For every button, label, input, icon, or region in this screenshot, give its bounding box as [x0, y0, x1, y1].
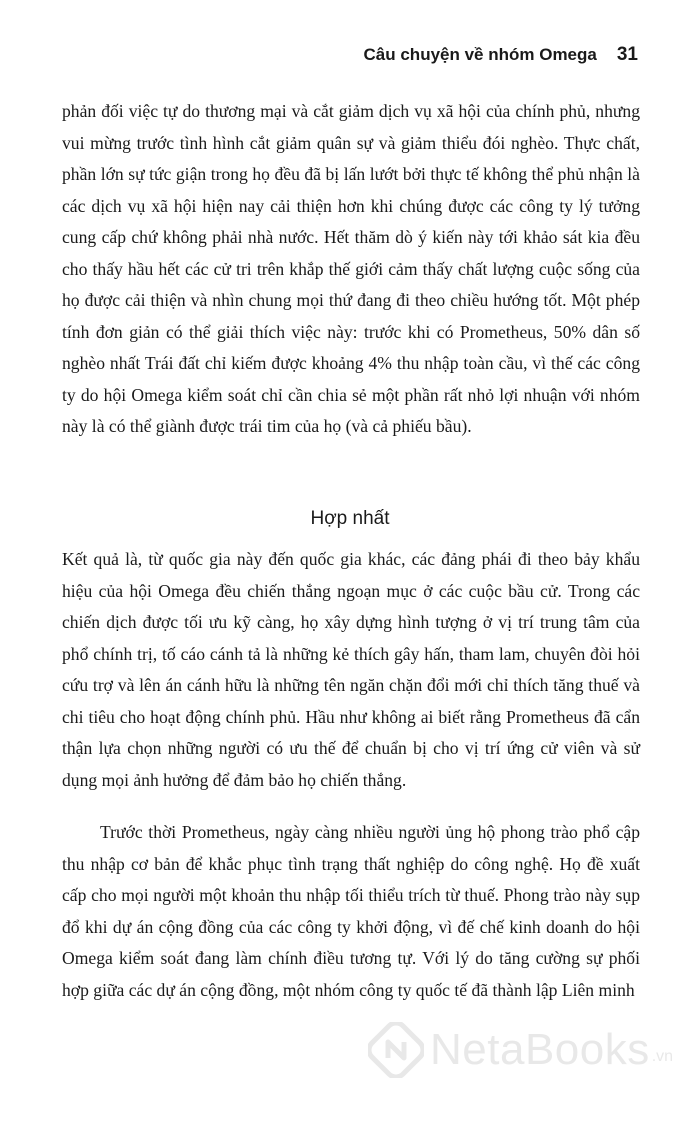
watermark-suffix: .vn — [651, 1048, 674, 1065]
netabooks-watermark — [368, 1022, 673, 1078]
paragraph-1: phản đối việc tự do thương mại và cắt giảm dịch vụ xã hội của chính phủ, nhưng vui mừng trước tình hình cắt giảm quân sự và giảm thiểu đói nghèo. Thực chất, phần lớn sự tức giận trong họ đều đã bị lấn lướt bởi thực tế không thể phủ nhận là các dịch vụ xã hội hiện nay cải thiện hơn khi chúng được các công ty lý tưởng cung cấp chứ không phải nhà nước. Hết thăm dò ý kiến này tới khảo sát kia đều cho thấy hầu hết các cử tri trên khắp thế giới cảm thấy chất lượng cuộc sống của họ được cải thiện và nhìn chung mọi thứ đang đi theo chiều hướng tốt. Một phép tính đơn giản có thể giải thích việc này: trước khi có Prometheus, 50% dân số nghèo nhất Trái đất chỉ kiếm được khoảng 4% thu nhập toàn cầu, vì thế các công ty do hội Omega kiểm soát chỉ cần chia sẻ một phần rất nhỏ lợi nhuận với nhóm này là có thể giành được trái tim của họ (và cả phiếu bầu). — [62, 101, 640, 436]
watermark-brand: NetaBooks — [430, 1025, 650, 1074]
netabooks-logo-icon — [368, 1022, 424, 1078]
paragraph-2: Kết quả là, từ quốc gia này đến quốc gia khác, các đảng phái đi theo bảy khẩu hiệu của hội Omega đều chiến thắng ngoạn mục ở các cuộc bầu cử. Trong các chiến dịch được tối ưu kỹ càng, họ xây dựng hình tượng ở vị trí trung tâm của phổ chính trị, tố cáo cánh tả là những kẻ thích gây hấn, tham lam, chuyên đòi hỏi cứu trợ và lên án cánh hữu là những tên ngăn chặn đổi mới chỉ thích tăng thuế và chi tiêu cho hoạt động chính phủ. Hầu như không ai biết rằng Prometheus đã cẩn thận lựa chọn những người có ưu thế để chuẩn bị cho vị trí ứng cử viên và sử dụng mọi ảnh hưởng để đảm bảo họ chiến thắng. — [62, 549, 640, 790]
section-heading: Hợp nhất — [310, 508, 390, 529]
chapter-title: Câu chuyện về nhóm Omega — [363, 45, 597, 64]
paragraph-3: Trước thời Prometheus, ngày càng nhiều người ủng hộ phong trào phổ cập thu nhập cơ bản để khắc phục tình trạng thất nghiệp do công nghệ. Họ đề xuất cấp cho mọi người một khoản thu nhập tối thiểu trích từ thuế. Phong trào này sụp đổ khi dự án cộng đồng của các công ty khởi động, vì đế chế kinh doanh do hội Omega kiểm soát đang làm chính điều tương tự. Với lý do tăng cường sự phối hợp giữa các dự án cộng đồng, một nhóm công ty quốc tế đã thành lập Liên minh — [62, 822, 640, 1000]
running-head — [364, 44, 638, 66]
page-number: 31 — [616, 44, 638, 65]
